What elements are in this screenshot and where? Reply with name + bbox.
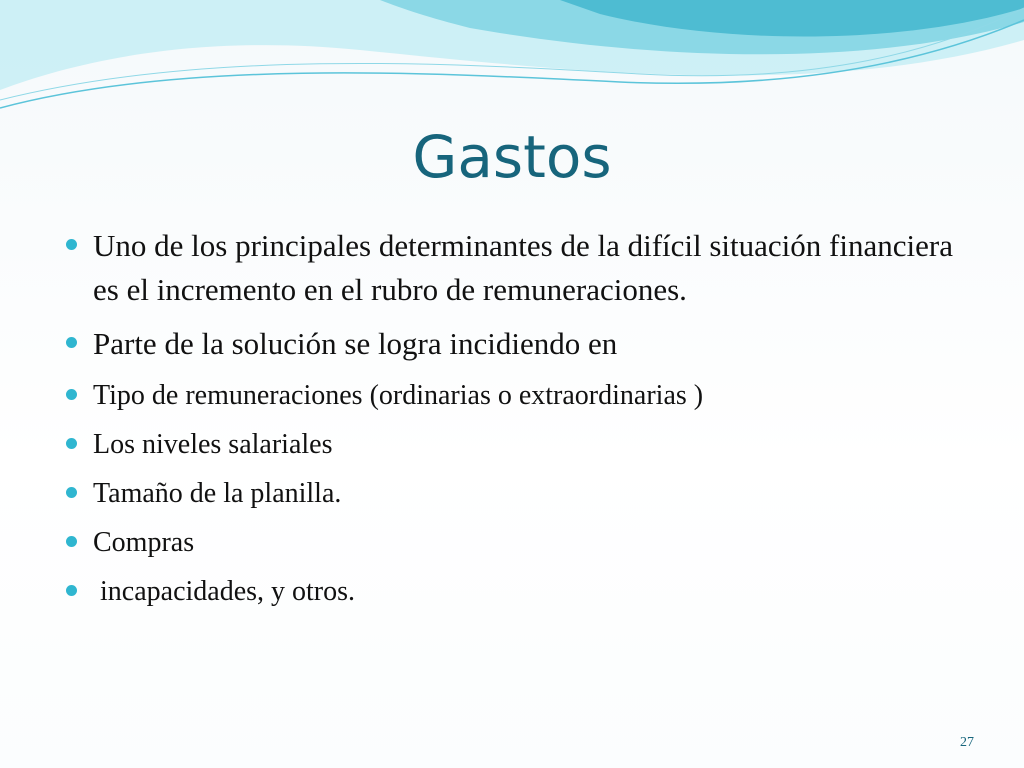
page-number: 27 (960, 735, 974, 750)
bullet-dot-icon (66, 536, 77, 547)
bullet-text: Uno de los principales determinantes de la difícil situación financiera es el incremento en el rubro de remuneraciones. (93, 228, 953, 307)
bullet-dot-icon (66, 389, 77, 400)
bullet-dot-icon (66, 239, 77, 250)
bullet-dot-icon (66, 487, 77, 498)
slide-title: Gastos (412, 123, 612, 191)
bullet-text: Los niveles salariales (93, 429, 333, 460)
bullet-dot-icon (66, 585, 77, 596)
list-item (60, 224, 960, 312)
bullet-text: Parte de la solución se logra incidiendo en (93, 326, 618, 361)
bullet-text: Tipo de remuneraciones (ordinarias o extraordinarias ) (93, 380, 704, 411)
list-item (60, 474, 960, 513)
bullet-text: Compras (93, 527, 195, 558)
bullet-dot-icon (66, 438, 77, 449)
bullet-list (60, 224, 960, 621)
header-wave-decoration (0, 0, 1024, 140)
list-item (60, 322, 960, 366)
bullet-text: Tamaño de la planilla. (93, 478, 342, 509)
bullet-text: incapacidades, y otros. (93, 576, 356, 607)
list-item (60, 572, 960, 611)
list-item (60, 425, 960, 464)
list-item (60, 376, 960, 415)
bullet-dot-icon (66, 337, 77, 348)
list-item (60, 523, 960, 562)
